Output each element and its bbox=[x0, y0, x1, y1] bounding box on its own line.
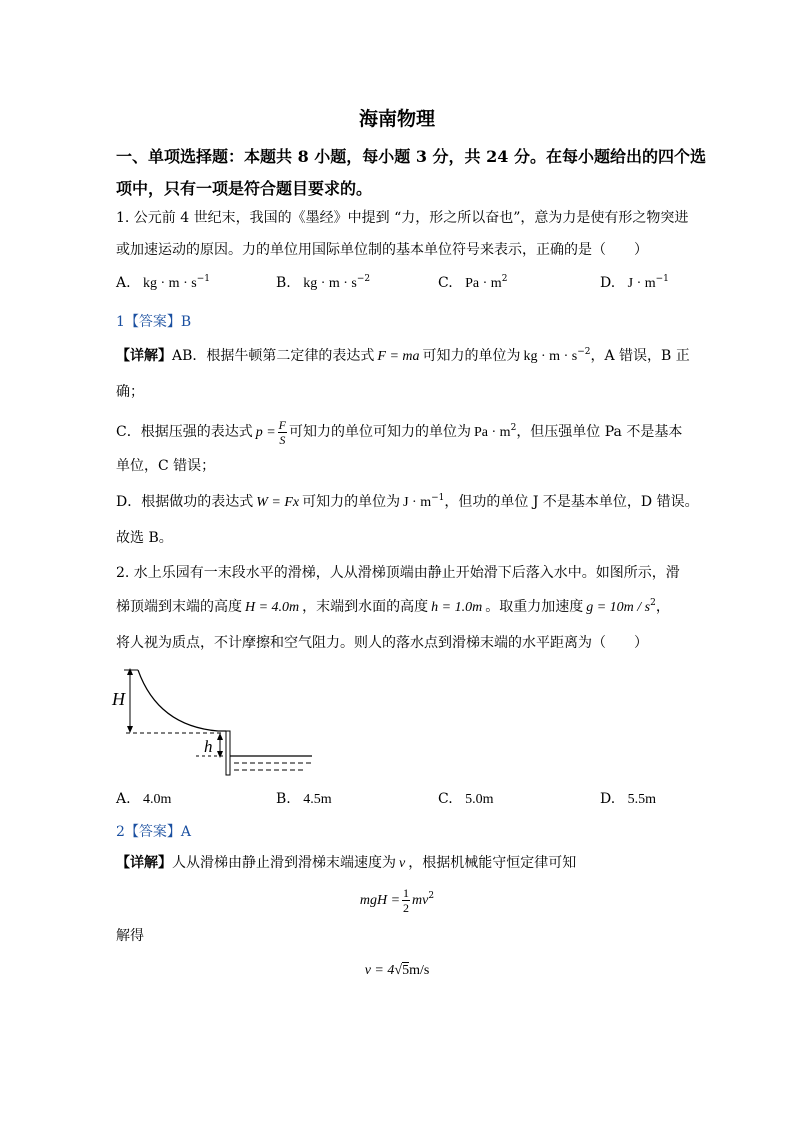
figure-label-h: h bbox=[204, 737, 213, 756]
q1-pressure-fraction: $\frac{F}{S}$ bbox=[278, 417, 287, 447]
section-heading-line1: 一、单项选择题：本题共 8 小题，每小题 3 分，共 24 分。在每小题给出的四个选 bbox=[116, 147, 706, 166]
q1-stem-line2: 或加速运动的原因。力的单位用国际单位制的基本单位符号来表示，正确的是（ ） bbox=[116, 242, 648, 258]
q1-stem-line1: 1. 公元前 4 世纪末，我国的《墨经》中提到 “力，形之所以奋也”，意为力是使有形之物突进 bbox=[116, 210, 689, 226]
q2-result-equation: v = 4√5m/s bbox=[364, 963, 430, 978]
height-H-arrow bbox=[127, 668, 133, 733]
q2-option-a: A. 4.0m bbox=[116, 791, 172, 807]
q1-option-c: C. $Pa \cdot m^2$ bbox=[438, 274, 508, 291]
q2-answer: 2【答案】A bbox=[116, 824, 192, 840]
slide-figure bbox=[108, 660, 318, 780]
q1-detail-d: D．根据做功的表达式 W = Fx 可知力的单位为 $J \cdot m^{-1}$，但功的单位 J 不是基本单位，D 错误。 bbox=[116, 493, 699, 510]
q1-detail-ab: 【详解】AB．根据牛顿第二定律的表达式 F = ma 可知力的单位为 kg · $m \cdot s^{-2}$，A 错误，B 正 bbox=[116, 347, 690, 364]
q1-detail-ab-line2: 确； bbox=[116, 384, 144, 400]
q1-option-b: B. kg · $m \cdot s^{-2}$ bbox=[276, 274, 371, 291]
q2-detail: 【详解】人从滑梯由静止滑到滑梯末端速度为 v ，根据机械能守恒定律可知 bbox=[116, 855, 577, 871]
height-h-arrow bbox=[217, 733, 223, 758]
q1-detail-c: C．根据压强的表达式 p = $\frac{F}{S}$ 可知力的单位可知力的单位为 $Pa \cdot m^2$，但压强单位 Pa 不是基本 bbox=[116, 417, 683, 447]
q1-answer: 1【答案】B bbox=[116, 314, 192, 330]
q2-option-d: D. 5.5m bbox=[600, 791, 657, 807]
page-title: 海南物理 bbox=[358, 108, 435, 130]
q2-stem-line2: 梯顶端到末端的高度 H = 4.0m ，末端到水面的高度 h = 1.0m 。取重力加速度 $g = 10m / s^2$， bbox=[116, 598, 670, 615]
q1-option-d: D. $J \cdot m^{-1}$ bbox=[600, 274, 669, 291]
q1-conclusion: 故选 B。 bbox=[116, 530, 173, 546]
q1-detail-c-line2: 单位，C 错误； bbox=[116, 458, 216, 474]
q2-stem-line1: 2. 水上乐园有一末段水平的滑梯，人从滑梯顶端由静止开始滑下后落入水中。如图所示，滑 bbox=[116, 565, 680, 581]
slide-curve bbox=[138, 670, 218, 731]
q2-stem-line3: 将人视为质点，不计摩擦和空气阻力。则人的落水点到滑梯末端的水平距离为（ ） bbox=[116, 635, 648, 651]
q1-option-a: A. kg · $m \cdot s^{-1}$ bbox=[116, 274, 210, 291]
q2-option-c: C. 5.0m bbox=[438, 791, 494, 807]
q2-energy-equation: mgH = $\frac{1}{2}$ $mv^2$ bbox=[359, 885, 435, 915]
q2-solve-label: 解得 bbox=[116, 928, 144, 944]
section-heading-line2: 项中，只有一项是符合题目要求的。 bbox=[116, 179, 373, 198]
figure-label-H: H bbox=[112, 689, 125, 709]
q2-option-b: B. 4.5m bbox=[276, 791, 332, 807]
slide-support bbox=[226, 731, 230, 775]
one-half-fraction: $\frac{1}{2}$ bbox=[403, 885, 410, 915]
sqrt-symbol: √ bbox=[394, 963, 403, 978]
